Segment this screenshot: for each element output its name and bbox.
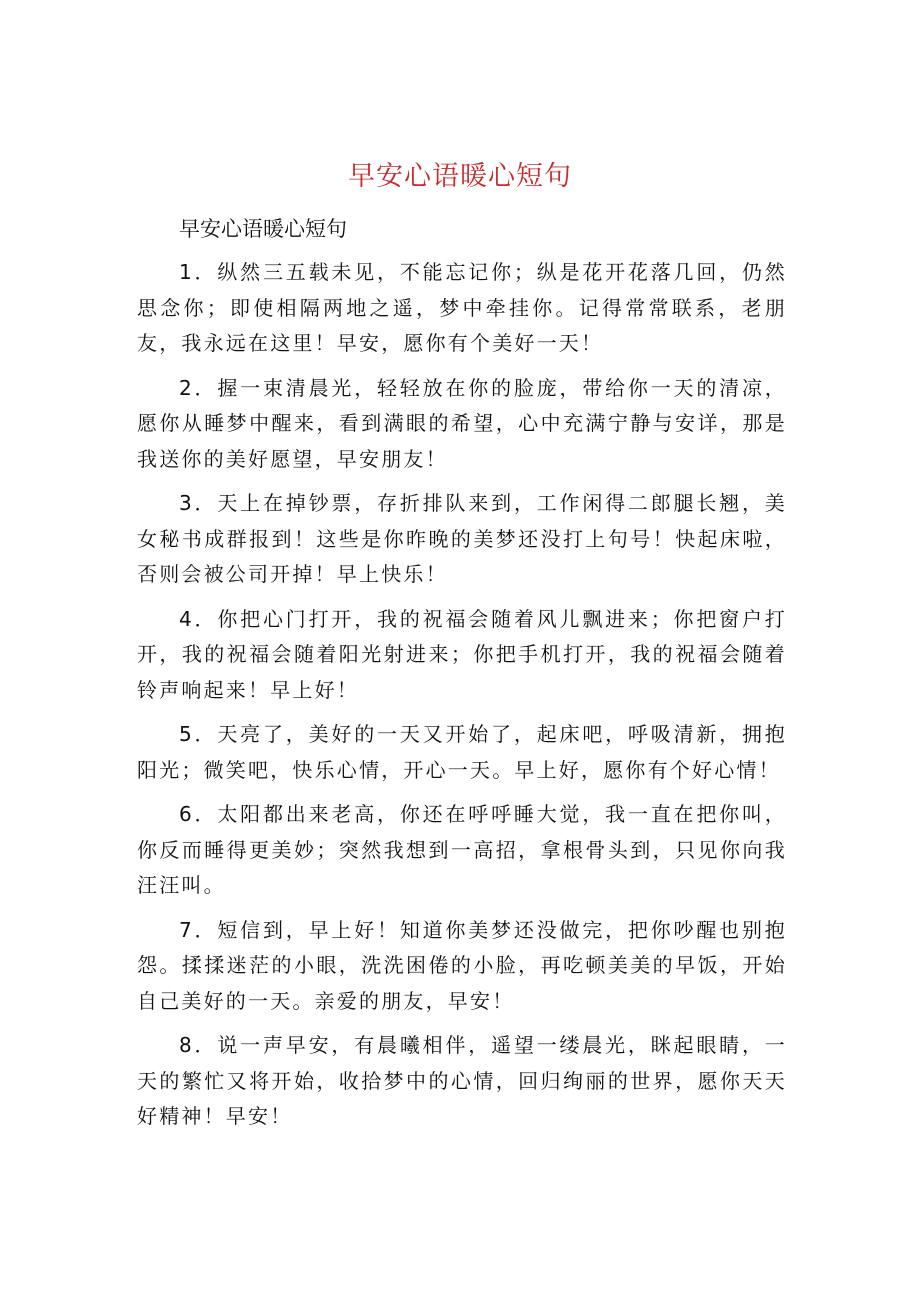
paragraph-1: 1．纵然三五载未见，不能忘记你；纵是花开花落几回，仍然思念你；即使相隔两地之遥，梦中牵挂你。记得常常联系，老朋友，我永远在这里！早安，愿你有个美好一天！ [137, 260, 787, 355]
paragraph-6: 6．太阳都出来老高，你还在呼呼睡大觉，我一直在把你叫，你反而睡得更美妙；突然我想到一高招，拿根骨头到，只见你向我汪汪叫。 [137, 802, 787, 897]
paragraph-7: 7．短信到，早上好！知道你美梦还没做完，把你吵醒也别抱怨。揉揉迷茫的小眼，洗洗困倦的小脸，再吃顿美美的早饭，开始自己美好的一天。亲爱的朋友，早安！ [137, 917, 787, 1013]
document-subtitle: 早安心语暖心短句 [179, 217, 347, 241]
paragraph-2: 2．握一束清晨光，轻轻放在你的脸庞，带给你一天的清凉，愿你从睡梦中醒来，看到满眼的希望，心中充满宁静与安详，那是我送你的美好愿望，早安朋友！ [137, 375, 787, 471]
document-title: 早安心语暖心短句 [348, 161, 572, 192]
paragraph-8: 8．说一声早安，有晨曦相伴，遥望一缕晨光，眯起眼睛，一天的繁忙又将开始，收拾梦中的心情，回归绚丽的世界，愿你天天好精神！早安！ [137, 1033, 787, 1128]
document-body [137, 255, 787, 1144]
paragraph-3: 3．天上在掉钞票，存折排队来到，工作闲得二郎腿长翘，美女秘书成群报到！这些是你昨晚的美梦还没打上句号！快起床啦，否则会被公司开掉！早上快乐！ [137, 491, 787, 586]
paragraph-5: 5．天亮了，美好的一天又开始了，起床吧，呼吸清新，拥抱阳光；微笑吧，快乐心情，开心一天。早上好，愿你有个好心情！ [137, 722, 787, 782]
paragraph-4: 4．你把心门打开，我的祝福会随着风儿飘进来；你把窗户打开，我的祝福会随着阳光射进来；你把手机打开，我的祝福会随着铃声响起来！早上好！ [137, 606, 787, 702]
